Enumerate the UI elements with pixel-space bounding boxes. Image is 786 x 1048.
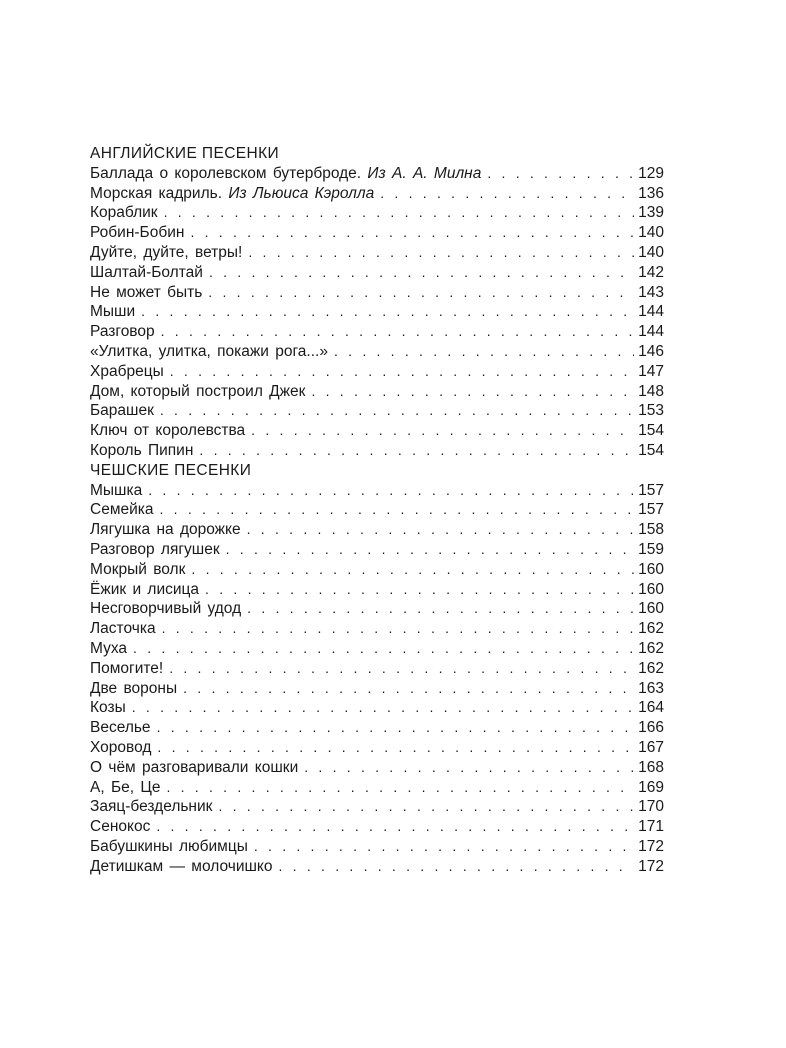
dot-leader <box>162 619 634 639</box>
entry-title <box>90 778 160 798</box>
entry-title <box>90 758 298 778</box>
toc-entry <box>90 302 664 322</box>
page-number: 147 <box>638 362 664 380</box>
toc-entry <box>90 619 664 639</box>
toc-entry <box>90 659 664 679</box>
entry-title <box>90 184 374 204</box>
entry-title <box>90 540 220 560</box>
entry-title <box>90 857 273 877</box>
entry-title-text: Король Пипин <box>90 441 194 459</box>
page-number: 162 <box>638 639 664 657</box>
page-number: 143 <box>638 283 664 301</box>
toc-entry <box>90 758 664 778</box>
toc-entry <box>90 778 664 798</box>
entry-title <box>90 164 481 184</box>
entry-title <box>90 263 203 283</box>
entry-title <box>90 817 150 837</box>
page-number: 166 <box>638 719 664 737</box>
toc-entry <box>90 837 664 857</box>
entry-title-text: Баллада о королевском бутерброде. <box>90 164 368 182</box>
page-number: 153 <box>638 402 664 420</box>
dot-leader <box>304 758 634 778</box>
page-number: 167 <box>638 738 664 756</box>
entry-title-text: Муха <box>90 639 128 657</box>
page-number: 168 <box>638 758 664 776</box>
dot-leader <box>157 718 634 738</box>
entry-title <box>90 698 126 718</box>
entry-title-text: Робин-Бобин <box>90 224 185 242</box>
page-number: 159 <box>638 540 664 558</box>
dot-leader <box>169 659 634 679</box>
toc-entry <box>90 441 664 461</box>
page-number: 140 <box>638 243 664 261</box>
dot-leader <box>209 263 634 283</box>
entry-title-text: Хоровод <box>90 738 152 756</box>
toc-entry <box>90 263 664 283</box>
dot-leader <box>157 738 634 758</box>
entry-title <box>90 659 163 679</box>
dot-leader <box>191 560 634 580</box>
entry-title <box>90 837 248 857</box>
toc-entry <box>90 223 664 243</box>
entry-title-text: Веселье <box>90 719 151 737</box>
dot-leader <box>226 540 634 560</box>
entry-title <box>90 342 328 362</box>
entry-title <box>90 679 177 699</box>
dot-leader <box>279 857 635 877</box>
entry-title <box>90 401 154 421</box>
entry-title-text: Сенокос <box>90 818 151 836</box>
entry-title <box>90 718 151 738</box>
entry-title <box>90 362 164 382</box>
entry-title-text: Мокрый волк <box>90 560 186 578</box>
page-number: 162 <box>638 659 664 677</box>
dot-leader <box>156 817 634 837</box>
dot-leader <box>161 322 634 342</box>
section-heading: ЧЕШСКИЕ ПЕСЕНКИ <box>90 461 252 479</box>
toc-entry <box>90 243 664 263</box>
entry-title-text: Разговор <box>90 323 155 341</box>
dot-leader <box>199 441 634 461</box>
dot-leader <box>183 679 634 699</box>
dot-leader <box>487 164 634 184</box>
entry-title <box>90 382 305 402</box>
dot-leader <box>247 520 634 540</box>
entry-title <box>90 322 155 342</box>
page-number: 140 <box>638 224 664 242</box>
dot-leader <box>132 698 634 718</box>
toc-entry <box>90 203 664 223</box>
entry-title-text: Помогите! <box>90 659 164 677</box>
toc-entry <box>90 540 664 560</box>
entry-title <box>90 797 212 817</box>
entry-title <box>90 520 241 540</box>
page-number: 160 <box>638 580 664 598</box>
toc-entry <box>90 184 664 204</box>
entry-title-text: Несговорчивый удод <box>90 600 242 618</box>
dot-leader <box>248 243 634 263</box>
entry-title <box>90 500 154 520</box>
dot-leader <box>166 778 634 798</box>
dot-leader <box>160 401 634 421</box>
entry-title-text: Шалтай-Болтай <box>90 263 203 281</box>
entry-title-text: Детишкам — молочишко <box>90 857 273 875</box>
toc-entry <box>90 164 664 184</box>
page-number: 169 <box>638 778 664 796</box>
entry-title-text: Ключ от королевства <box>90 422 246 440</box>
entry-title <box>90 560 185 580</box>
toc-entry <box>90 481 664 501</box>
page-number: 158 <box>638 521 664 539</box>
table-of-contents <box>90 144 664 876</box>
entry-title <box>90 639 127 659</box>
entry-title-text: «Улитка, улитка, покажи рога...» <box>90 342 328 360</box>
entry-author: Из Льюиса Кэролла <box>228 184 375 202</box>
entry-title <box>90 421 245 441</box>
entry-title <box>90 738 151 758</box>
toc-entry <box>90 639 664 659</box>
entry-title <box>90 243 242 263</box>
toc-entry <box>90 520 664 540</box>
dot-leader <box>311 382 634 402</box>
toc-entry <box>90 738 664 758</box>
toc-entry <box>90 421 664 441</box>
toc-entry <box>90 322 664 342</box>
section-czech-songs <box>90 461 664 877</box>
section-heading: АНГЛИЙСКИЕ ПЕСЕНКИ <box>90 145 280 162</box>
entry-title-text: Храбрецы <box>90 362 164 380</box>
page-number: 142 <box>638 263 664 281</box>
page-number: 164 <box>638 699 664 717</box>
entry-title-text: Семейка <box>90 501 154 519</box>
entry-title <box>90 599 241 619</box>
dot-leader <box>218 797 634 817</box>
dot-leader <box>208 283 634 303</box>
entry-title <box>90 481 142 501</box>
page-number: 136 <box>638 184 664 202</box>
entry-title <box>90 580 199 600</box>
entry-title-text: Кораблик <box>90 204 158 222</box>
entry-title <box>90 302 135 322</box>
entry-title-text: Разговор лягушек <box>90 540 220 558</box>
page-number: 163 <box>638 679 664 697</box>
toc-entry <box>90 599 664 619</box>
entry-title <box>90 203 158 223</box>
entry-title-text: Лягушка на дорожке <box>90 521 241 539</box>
page-number: 162 <box>638 620 664 638</box>
page-number: 154 <box>638 422 664 440</box>
page-number: 170 <box>638 798 664 816</box>
toc-entry <box>90 817 664 837</box>
page-number: 144 <box>638 303 664 321</box>
entry-title-text: А, Бе, Це <box>90 778 161 796</box>
dot-leader <box>141 302 634 322</box>
page-number: 154 <box>638 441 664 459</box>
entry-title-text: Ласточка <box>90 620 156 638</box>
toc-entry <box>90 718 664 738</box>
page-number: 172 <box>638 857 664 875</box>
entry-author: Из А. А. Милна <box>367 164 482 182</box>
section-english-songs <box>90 144 664 461</box>
page-number: 157 <box>638 481 664 499</box>
dot-leader <box>190 223 634 243</box>
page-number: 146 <box>638 342 664 360</box>
toc-entry <box>90 342 664 362</box>
toc-entry <box>90 679 664 699</box>
entry-title-text: Заяц-бездельник <box>90 798 213 816</box>
toc-entry <box>90 382 664 402</box>
page-number: 157 <box>638 501 664 519</box>
toc-entry <box>90 401 664 421</box>
page-number: 148 <box>638 382 664 400</box>
entry-title-text: Дуйте, дуйте, ветры! <box>90 243 243 261</box>
entry-title-text: Две вороны <box>90 679 178 697</box>
dot-leader <box>170 362 634 382</box>
dot-leader <box>254 837 634 857</box>
toc-entry <box>90 283 664 303</box>
toc-entry <box>90 698 664 718</box>
dot-leader <box>251 421 634 441</box>
entry-title-text: Не может быть <box>90 283 203 301</box>
toc-entry <box>90 580 664 600</box>
toc-entry <box>90 560 664 580</box>
toc-entry <box>90 362 664 382</box>
toc-entry <box>90 797 664 817</box>
entry-title-text: Мыши <box>90 303 136 321</box>
entry-title <box>90 283 202 303</box>
entry-title <box>90 223 184 243</box>
page-number: 172 <box>638 837 664 855</box>
dot-leader <box>164 203 634 223</box>
page-number: 160 <box>638 560 664 578</box>
entry-title-text: Ёжик и лисица <box>90 580 200 598</box>
dot-leader <box>148 481 634 501</box>
page-number: 139 <box>638 204 664 222</box>
entry-title <box>90 441 193 461</box>
dot-leader <box>133 639 634 659</box>
page-number: 160 <box>638 600 664 618</box>
entry-title-text: Мышка <box>90 481 143 499</box>
dot-leader <box>160 500 635 520</box>
entry-title-text: Бабушкины любимцы <box>90 837 248 855</box>
entry-title-text: Барашек <box>90 402 154 420</box>
page-number: 171 <box>638 818 664 836</box>
dot-leader <box>205 580 634 600</box>
entry-title-text: Дом, который построил Джек <box>90 382 306 400</box>
entry-title-text: Козы <box>90 699 126 717</box>
entry-title-text: Морская кадриль. <box>90 184 229 202</box>
dot-leader <box>380 184 634 204</box>
dot-leader <box>247 599 634 619</box>
toc-entry <box>90 857 664 877</box>
toc-entry <box>90 500 664 520</box>
entry-title <box>90 619 156 639</box>
dot-leader <box>334 342 634 362</box>
page-number: 129 <box>638 164 664 182</box>
entry-title-text: О чём разговаривали кошки <box>90 758 299 776</box>
page-number: 144 <box>638 323 664 341</box>
